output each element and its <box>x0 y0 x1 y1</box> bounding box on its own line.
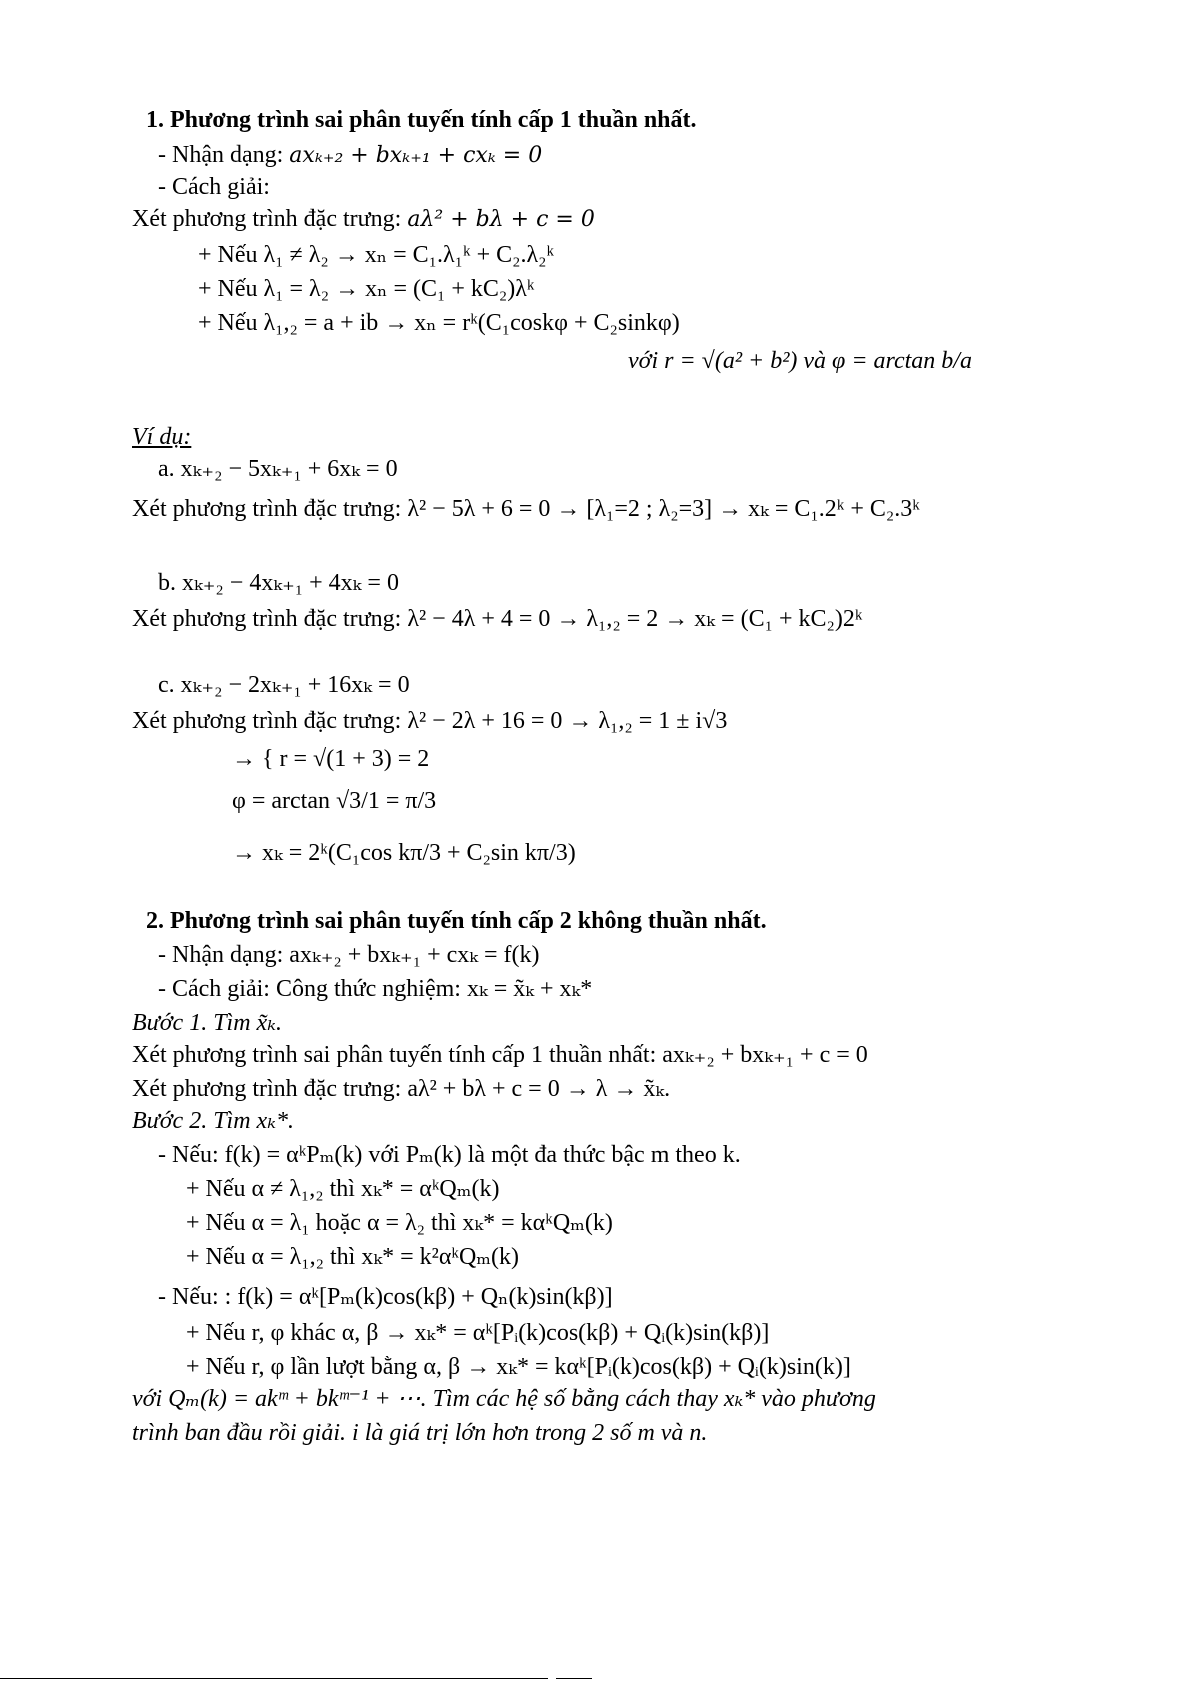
section1-method: - Cách giải: <box>158 174 270 200</box>
rule-trigonometric-case1: + Nếu r, φ khác α, β → xₖ* = αᵏ[Pᵢ(k)cos(kβ) + Qᵢ(k)sin(kβ)] <box>186 1320 770 1346</box>
examples-heading: Ví dụ: <box>132 424 192 450</box>
rule-polynomial-case2: + Nếu α = λ₁ hoặc α = λ₂ thì xₖ* = kαᵏQₘ(k) <box>186 1210 613 1236</box>
step2-heading: Bước 2. Tìm xₖ*. <box>132 1108 294 1134</box>
example-c-equation: c. xₖ₊₂ − 2xₖ₊₁ + 16xₖ = 0 <box>158 672 410 698</box>
section1-title: 1. Phương trình sai phân tuyến tính cấp 1 thuần nhất. <box>146 107 697 133</box>
section2-method: - Cách giải: Công thức nghiệm: xₖ = x̃ₖ + xₖ* <box>158 976 593 1002</box>
section1-characteristic <box>132 204 595 235</box>
case-double-root: + Nếu λ₁ = λ₂ → xₙ = (C₁ + kC₂)λᵏ <box>198 276 535 302</box>
rule-trigonometric-case2: + Nếu r, φ lần lượt bằng α, β → xₖ* = kαᵏ[Pᵢ(k)cos(kβ) + Qᵢ(k)sin(k)] <box>186 1354 851 1380</box>
identify-label: - Nhận dạng: <box>158 142 290 168</box>
step1-homogeneous: Xét phương trình sai phân tuyến tính cấp 1 thuần nhất: axₖ₊₂ + bxₖ₊₁ + c = 0 <box>132 1042 868 1068</box>
char-label: Xét phương trình đặc trưng: <box>132 206 408 232</box>
rule-polynomial: - Nếu: f(k) = αᵏPₘ(k) với Pₘ(k) là một đa thức bậc m theo k. <box>158 1142 741 1168</box>
step1-heading: Bước 1. Tìm x̃ₖ. <box>132 1010 282 1036</box>
page-bottom-rule <box>0 1678 548 1679</box>
rule-polynomial-case3: + Nếu α = λ₁,₂ thì xₖ* = k²αᵏQₘ(k) <box>186 1244 519 1270</box>
step1-characteristic: Xét phương trình đặc trưng: aλ² + bλ + c = 0 → λ → x̃ₖ. <box>132 1076 671 1102</box>
page-bottom-rule-segment <box>556 1678 592 1679</box>
example-a-solution: Xét phương trình đặc trưng: λ² − 5λ + 6 = 0 → [λ₁=2 ; λ₂=3] → xₖ = C₁.2ᵏ + C₂.3ᵏ <box>132 496 920 522</box>
case-distinct-roots: + Nếu λ₁ ≠ λ₂ → xₙ = C₁.λ₁ᵏ + C₂.λ₂ᵏ <box>198 242 555 268</box>
example-c-argument: φ = arctan √3/1 = π/3 <box>232 788 437 814</box>
note-line-1: với Qₘ(k) = akᵐ + bkᵐ⁻¹ + ⋯. Tìm các hệ số bằng cách thay xₖ* vào phương <box>132 1386 876 1412</box>
section2-identify: - Nhận dạng: axₖ₊₂ + bxₖ₊₁ + cxₖ = f(k) <box>158 942 540 968</box>
section1-identify <box>158 140 542 171</box>
case-complex-roots: + Nếu λ₁,₂ = a + ib → xₙ = rᵏ(C₁coskφ + C₂sinkφ) <box>198 310 680 336</box>
example-c-solution: → xₖ = 2ᵏ(C₁cos kπ/3 + C₂sin kπ/3) <box>232 840 576 866</box>
example-c-modulus: → { r = √(1 + 3) = 2 <box>232 746 430 772</box>
example-b-solution: Xét phương trình đặc trưng: λ² − 4λ + 4 = 0 → λ₁,₂ = 2 → xₖ = (C₁ + kC₂)2ᵏ <box>132 606 863 632</box>
example-b-equation: b. xₖ₊₂ − 4xₖ₊₁ + 4xₖ = 0 <box>158 570 399 596</box>
rule-trigonometric: - Nếu: : f(k) = αᵏ[Pₘ(k)cos(kβ) + Qₙ(k)sin(kβ)] <box>158 1284 613 1310</box>
note-line-2: trình ban đầu rồi giải. i là giá trị lớn hơn trong 2 số m và n. <box>132 1420 708 1446</box>
char-equation: aλ² + bλ + c = 0 <box>407 207 595 232</box>
example-a-equation: a. xₖ₊₂ − 5xₖ₊₁ + 6xₖ = 0 <box>158 456 398 482</box>
case-complex-note: với r = √(a² + b²) và φ = arctan b/a <box>628 348 972 374</box>
example-c-characteristic: Xét phương trình đặc trưng: λ² − 2λ + 16 = 0 → λ₁,₂ = 1 ± i√3 <box>132 708 728 734</box>
identify-equation: axₖ₊₂ + bxₖ₊₁ + cxₖ = 0 <box>289 143 543 168</box>
section2-title: 2. Phương trình sai phân tuyến tính cấp 2 không thuần nhất. <box>146 908 767 934</box>
rule-polynomial-case1: + Nếu α ≠ λ₁,₂ thì xₖ* = αᵏQₘ(k) <box>186 1176 500 1202</box>
